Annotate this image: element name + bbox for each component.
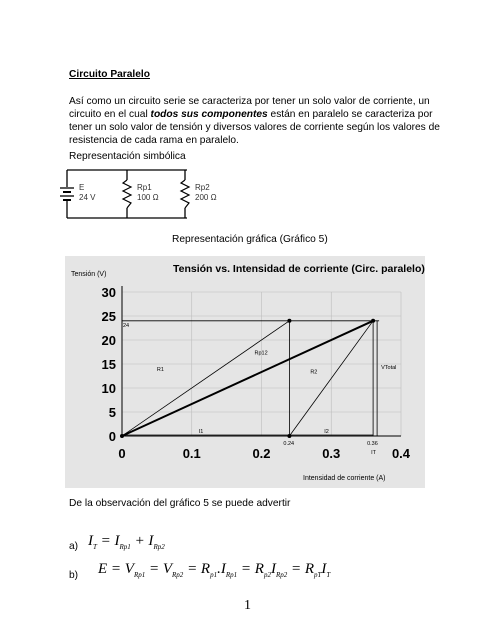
emphasis-text: todos sus componentes xyxy=(150,109,268,120)
chart-title: Tensión vs. Intensidad de corriente (Circ. paralelo) xyxy=(173,263,425,275)
equation-subscript: Rp1 xyxy=(225,571,238,579)
x-axis-label: Intensidad de corriente (A) xyxy=(303,475,386,482)
x2-value-label: 0.36 xyxy=(367,441,378,447)
equation-subscript: Rp2 xyxy=(275,571,288,579)
r2-name: Rp2 xyxy=(195,183,210,192)
x1-value-label: 0.24 xyxy=(283,441,295,447)
series-line-rp12 xyxy=(122,321,373,436)
source-value: 24 V xyxy=(79,193,96,202)
resistor-rp1 xyxy=(123,180,131,208)
equation-subscript: Rp1 xyxy=(133,571,146,579)
paragraph-text: circuito en el cual xyxy=(69,109,151,120)
equation-term: = R xyxy=(287,561,315,577)
equation-term: = I xyxy=(96,533,120,549)
equation-subscript: Rp2 xyxy=(172,571,184,579)
equation-term: E = V xyxy=(98,561,134,577)
data-point xyxy=(287,319,291,323)
item-a-marker: a) xyxy=(69,541,79,552)
equation-term: + I xyxy=(130,533,154,549)
x-tick-label: 0 xyxy=(118,446,126,461)
x-tick-label: 0.2 xyxy=(252,446,271,461)
item-b-marker: b) xyxy=(69,570,79,581)
r1-label: R1 xyxy=(156,367,164,374)
equation-term: I xyxy=(270,561,276,577)
x-tick-label: 0.3 xyxy=(322,446,341,461)
data-point xyxy=(120,434,124,438)
page-number: 1 xyxy=(244,598,251,613)
equation-term: I xyxy=(321,561,327,577)
equation-term: = R xyxy=(183,561,211,577)
equation-term: .I xyxy=(217,561,226,577)
x-tick-label: 0.4 xyxy=(391,446,411,461)
paragraph-line-2 xyxy=(69,108,433,121)
rp12-label: Rp12 xyxy=(254,350,268,357)
paragraph-line-3: tener un solo valor de tensión y diversos valores de corriente según los valores de xyxy=(69,122,440,133)
it-label: IT xyxy=(371,450,376,456)
equation-a xyxy=(88,533,165,551)
equation-b xyxy=(98,561,330,579)
equation-subscript: Rp2 xyxy=(153,543,165,551)
battery-symbol xyxy=(60,188,74,200)
symbolic-label: Representación simbólica xyxy=(69,151,186,162)
observation-text: De la observación del gráfico 5 se puede advertir xyxy=(69,498,291,509)
source-name: E xyxy=(79,183,85,192)
i2-label: I2 xyxy=(324,429,329,435)
r2-value: 200 Ω xyxy=(195,193,217,202)
y-tick-label: 5 xyxy=(108,405,116,420)
equation-term: = V xyxy=(145,561,173,577)
equation-subscript: p2 xyxy=(263,571,271,579)
level-value-label: 24 xyxy=(123,322,130,329)
equation-subscript: p1 xyxy=(210,571,218,579)
y-tick-label: 10 xyxy=(101,381,116,396)
equation-subscript: T xyxy=(326,571,331,579)
y-tick-label: 30 xyxy=(101,285,116,300)
r1-value: 100 Ω xyxy=(137,193,159,202)
y-tick-label: 0 xyxy=(108,429,116,444)
paragraph-text: están en paralelo se caracteriza por xyxy=(267,109,433,120)
circuit-diagram xyxy=(63,165,217,223)
equation-term: I xyxy=(88,533,93,549)
section-heading: Circuito Paralelo xyxy=(69,69,150,80)
data-point xyxy=(371,319,375,323)
y-tick-label: 15 xyxy=(101,357,116,372)
equation-subscript: T xyxy=(93,543,97,551)
paragraph-line-4: resistencia de cada rama en paralelo. xyxy=(69,135,239,146)
paragraph-line-1: Así como un circuito serie se caracteriza por tener un solo valor de corriente, un xyxy=(69,96,430,107)
data-point xyxy=(287,434,291,438)
y-axis-label: Tensión (V) xyxy=(71,271,107,278)
equation-subscript: pT xyxy=(314,571,322,579)
vtotal-label: VTotal xyxy=(381,364,397,371)
equation-term: = R xyxy=(237,561,264,577)
y-tick-label: 20 xyxy=(101,333,116,348)
x-tick-label: 0.1 xyxy=(182,446,201,461)
resistor-rp2 xyxy=(181,180,189,208)
y-tick-label: 25 xyxy=(101,309,116,324)
graphic-label: Representación gráfica (Gráfico 5) xyxy=(172,234,328,245)
r1-name: Rp1 xyxy=(137,183,152,192)
series-line-r1 xyxy=(122,321,289,436)
r2-label: R2 xyxy=(310,369,318,376)
equation-subscript: Rp1 xyxy=(119,543,131,551)
i1-label: I1 xyxy=(198,429,204,435)
voltage-current-chart xyxy=(65,256,425,488)
